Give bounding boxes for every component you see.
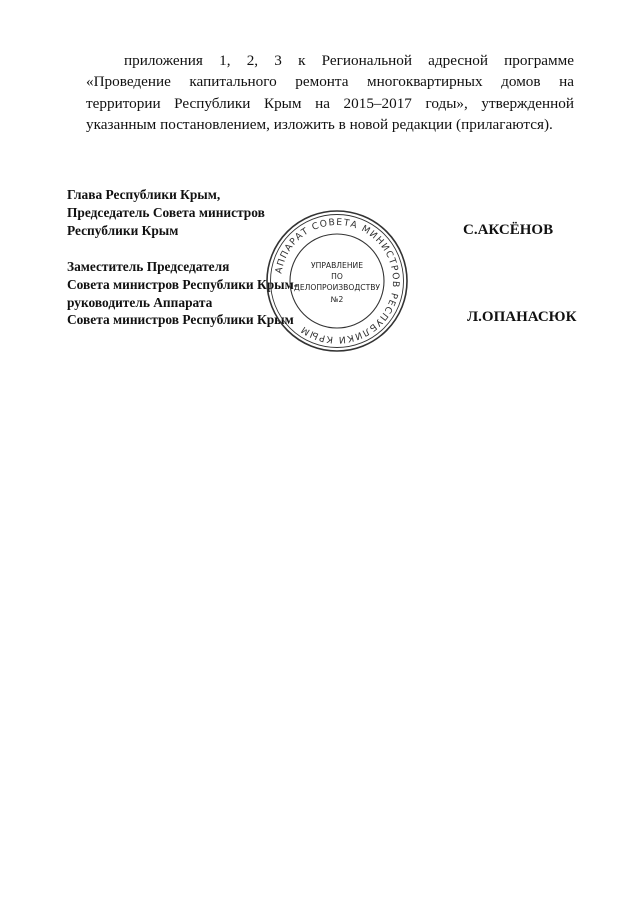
body-paragraph: приложения 1, 2, 3 к Региональной адресной программе «Проведение капитального ремонта многоквартирных домов на территории Республики Крым на 2015–2017 годы», утвержденной указанным постановлением, изложить в новой редакции (прилагаются).: [86, 52, 574, 134]
svg-text:АППАРАТ СОВЕТА МИНИСТРОВ РЕСПУ: [273, 217, 401, 345]
signatory-name-opanasyuk: Л.ОПАНАСЮК: [467, 309, 577, 325]
signature-title-line: Совета министров Республики Крым: [67, 312, 294, 328]
stamp-center-line: ДЕЛОПРОИЗВОДСТВУ: [293, 283, 381, 292]
signature-title-line: Заместитель Председателя: [67, 259, 230, 274]
signatory-name-aksenov: С.АКСЁНОВ: [463, 222, 554, 238]
stamp-center-line: №2: [330, 295, 344, 304]
official-stamp: [262, 206, 412, 356]
stamp-center-line: УПРАВЛЕНИЕ: [310, 261, 364, 270]
signature-title-line: Председатель Совета министров: [67, 204, 265, 220]
signature-title-line: Республики Крым: [67, 222, 179, 238]
stamp-ring-text: АППАРАТ СОВЕТА МИНИСТРОВ РЕСПУБЛИКИ КРЫМ: [273, 216, 402, 346]
signature-title-line: Совета министров Республики Крым-: [67, 276, 299, 292]
signature-block-head: [67, 186, 265, 239]
stamp-seal-graphic: [262, 206, 412, 356]
signature-title-line: Глава Республики Крым,: [67, 187, 221, 202]
stamp-center-line: ПО: [331, 272, 343, 281]
signature-title-line: руководитель Аппарата: [67, 294, 213, 310]
